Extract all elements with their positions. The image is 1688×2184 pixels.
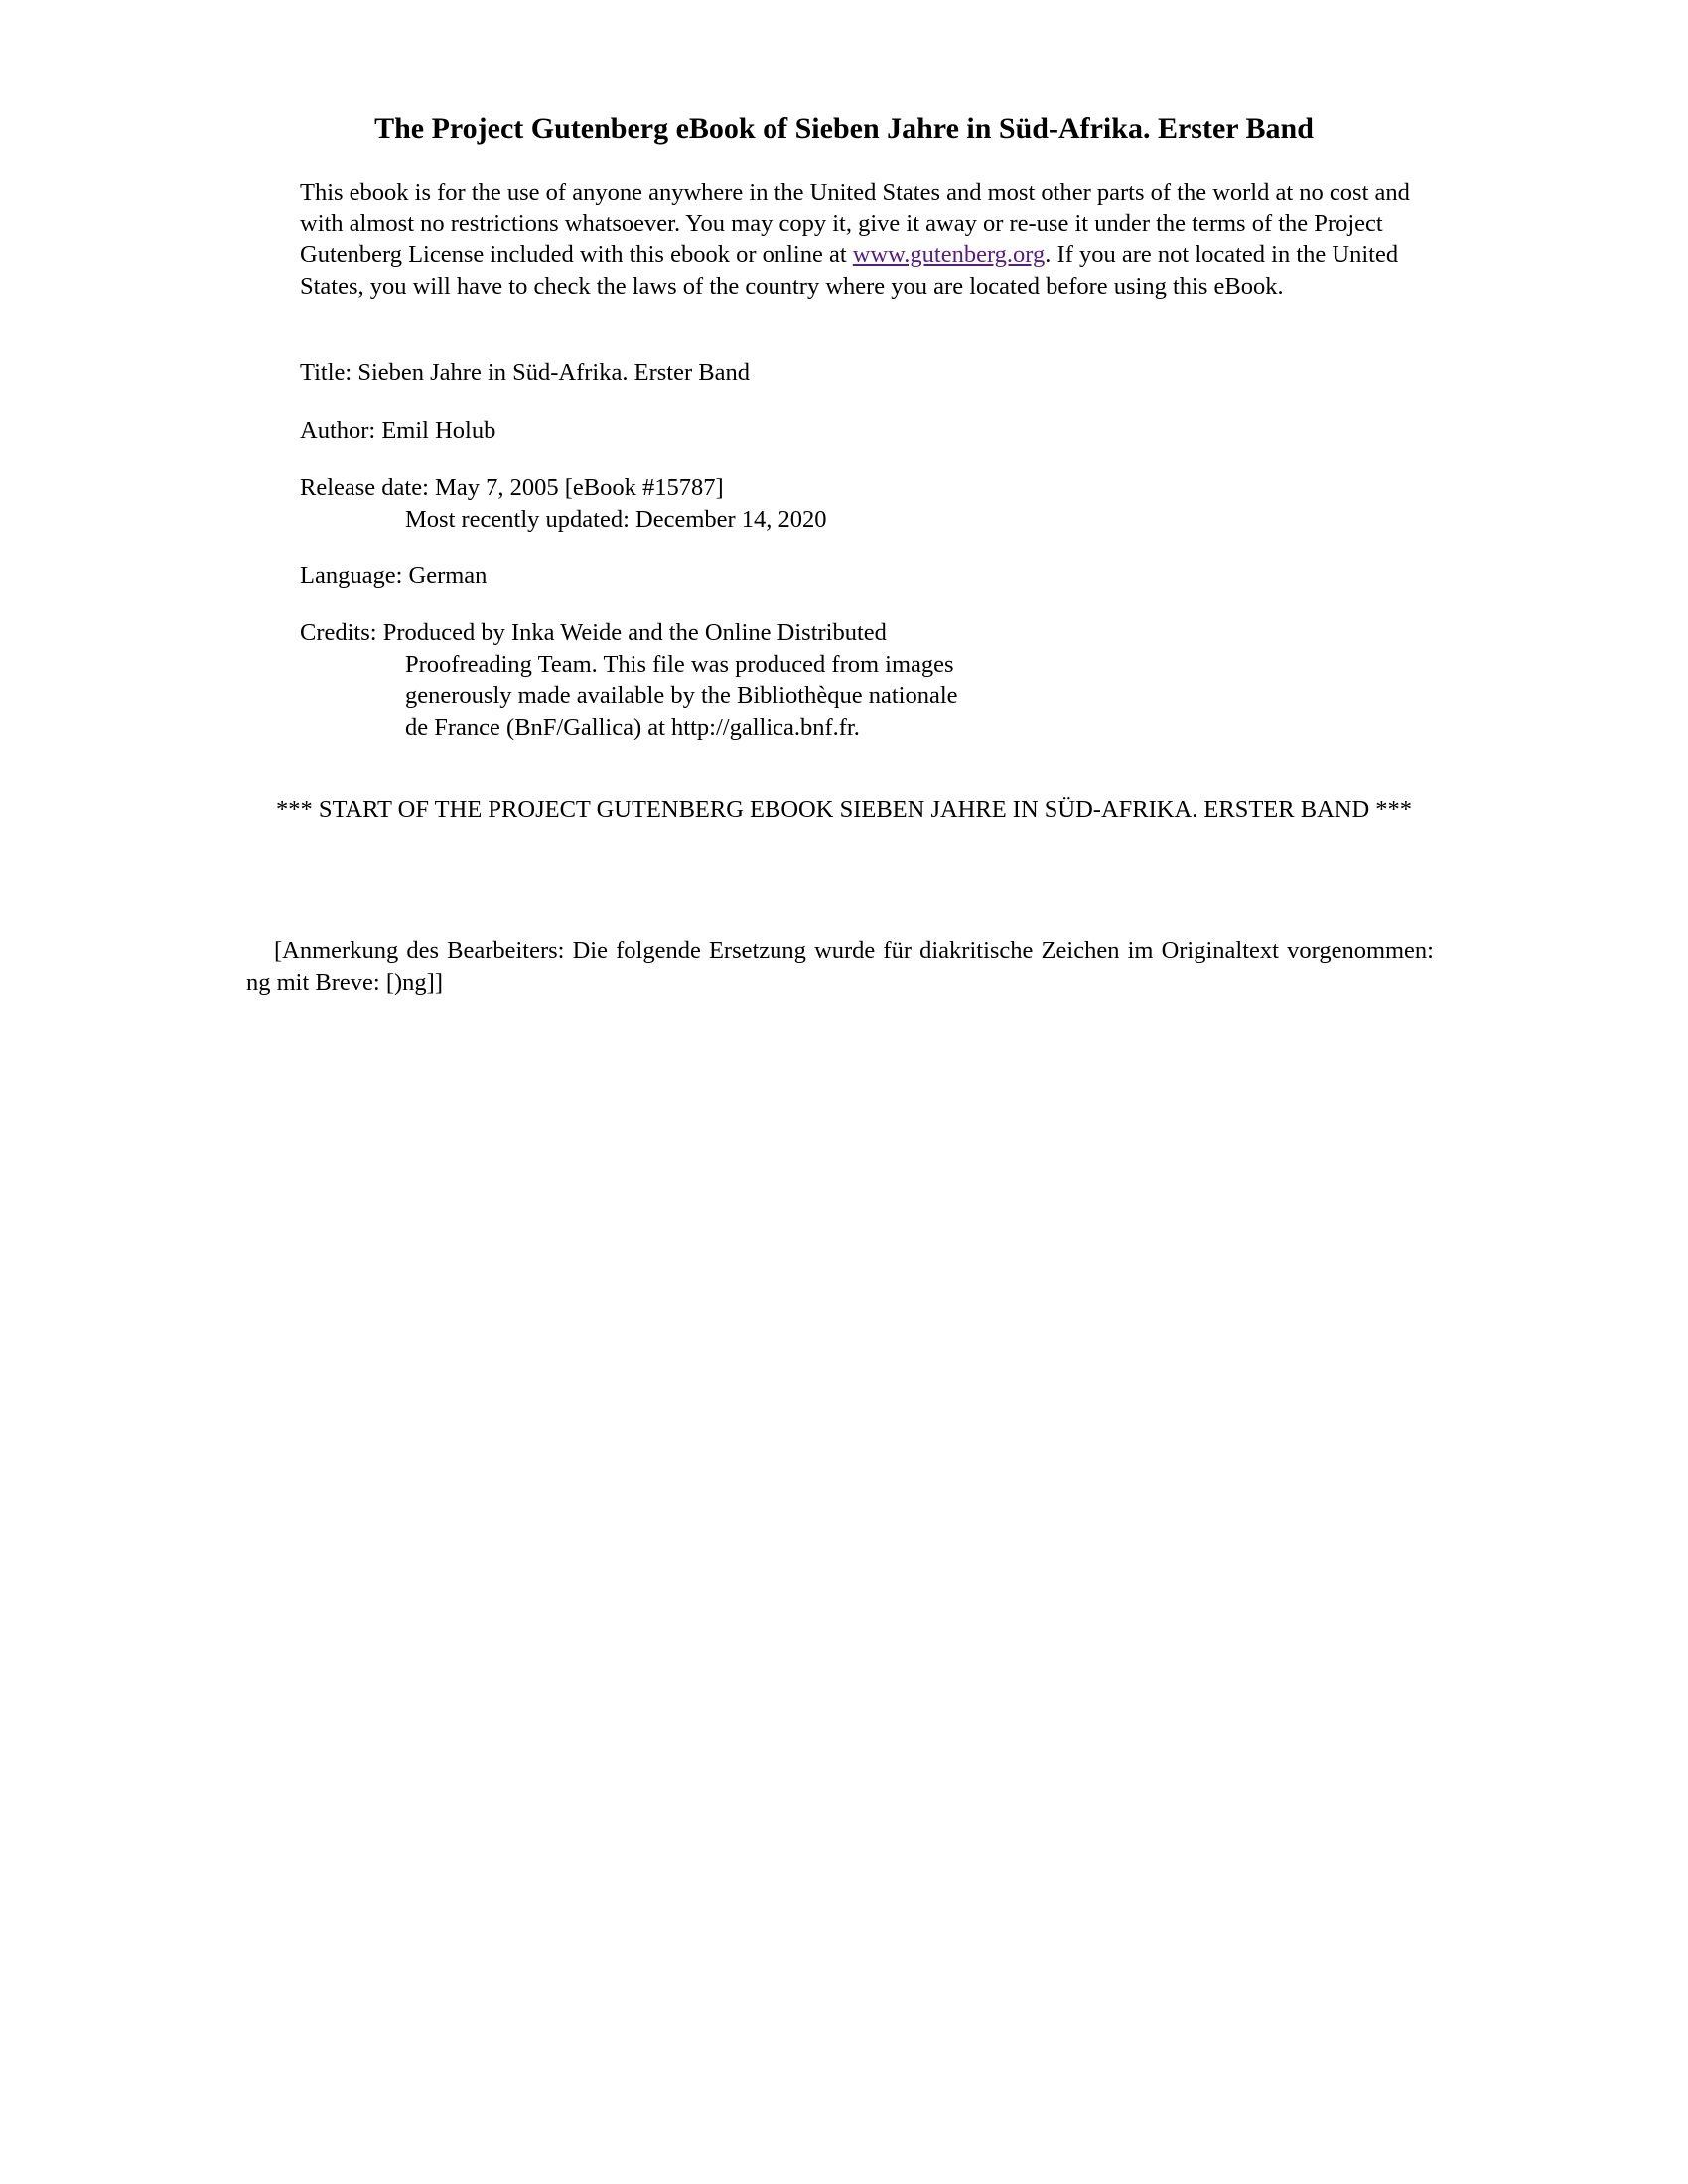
credits-block xyxy=(300,617,1442,743)
credits-line-4: de France (BnF/Gallica) at http://gallica.bnf.fr. xyxy=(405,713,860,741)
updated-date-line: Most recently updated: December 14, 2020 xyxy=(405,505,827,533)
credits-line-2: Proofreading Team. This file was produced from images xyxy=(405,650,954,678)
transcriber-note: [Anmerkung des Bearbeiters: Die folgende Ersetzung wurde für diakritische Zeichen im Originaltext vorgenommen: ng mit Breve: [)ng]] xyxy=(246,937,1434,996)
author-line: Author: Emil Holub xyxy=(300,417,496,444)
book-title-line: Title: Sieben Jahre in Süd-Afrika. Erster Band xyxy=(300,359,750,386)
credits-line-3: generously made available by the Bibliothèque nationale xyxy=(405,682,958,709)
gutenberg-link[interactable]: www.gutenberg.org xyxy=(852,241,1046,268)
credits-first-line: Credits: Produced by Inka Weide and the Online Distributed xyxy=(300,619,887,646)
intro-text-after-link: . If you are not located in the United States, you will have to check the laws of the country where you are located before using this eBook. xyxy=(300,241,1399,300)
start-of-ebook-marker: *** START OF THE PROJECT GUTENBERG EBOOK SIEBEN JAHRE IN SÜD-AFRIKA. ERSTER BAND *** xyxy=(275,796,1413,823)
page-title: The Project Gutenberg eBook of Sieben Jahre in Süd-Afrika. Erster Band xyxy=(374,112,1314,145)
release-date-line: Release date: May 7, 2005 [eBook #15787] xyxy=(300,475,724,501)
release-date-block xyxy=(300,473,1442,535)
license-intro-paragraph xyxy=(300,177,1442,302)
intro-text-before-link: This ebook is for the use of anyone anywhere in the United States and most other parts of the world at no cost and with almost no restrictions whatsoever. You may copy it, give it away or re-use it under the terms of the Project Gutenberg License included with this ebook or online at xyxy=(300,179,1410,268)
language-line: Language: German xyxy=(300,562,488,589)
